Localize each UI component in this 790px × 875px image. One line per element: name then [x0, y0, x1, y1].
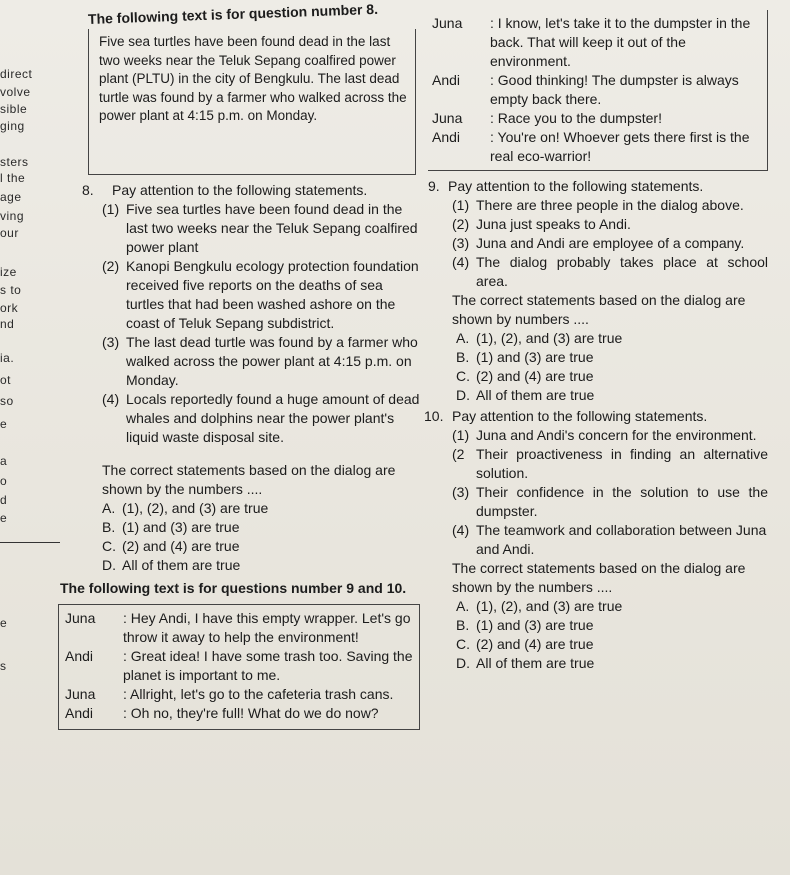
statement-text: Juna and Andi's concern for the environment. [476, 427, 757, 443]
question-number: 9. [428, 178, 440, 194]
answer-option-b[interactable] [78, 518, 422, 537]
option-letter: B. [102, 519, 116, 535]
statement-text: The last dead turtle was found by a farmer who walked across the power plant at 4:15 p.m. on Monday. [126, 334, 418, 388]
cut-off-margin-text [0, 0, 60, 673]
margin-fragment: ia. [0, 351, 15, 365]
answer-option-d[interactable] [78, 556, 422, 575]
question-prompt: The correct statements based on the dialog are shown by numbers .... [452, 292, 746, 327]
answer-option-c[interactable] [452, 635, 768, 654]
question-number: 8. [82, 182, 94, 198]
speaker-name: Andi [65, 648, 94, 664]
statement-number: (2 [452, 446, 465, 462]
statement-item [452, 234, 768, 253]
statement-text: Their proactiveness in finding an alternative solution. [476, 446, 768, 481]
answer-option-b[interactable] [452, 616, 768, 635]
margin-fragment: so [0, 394, 14, 408]
statement-text: The teamwork and collaboration between Juna and Andi. [476, 522, 767, 557]
speaker-name: Andi [65, 705, 94, 721]
answer-option-c[interactable] [78, 537, 422, 556]
question-8 [78, 181, 422, 200]
margin-fragment: volve [0, 85, 31, 99]
margin-fragment: direct [0, 67, 33, 81]
option-text: (1), (2), and (3) are true [122, 500, 269, 516]
margin-fragment: ork [0, 301, 19, 315]
margin-fragment: a [0, 454, 8, 468]
option-text: All of them are true [476, 387, 595, 403]
option-letter: D. [456, 387, 470, 403]
statement-item [452, 196, 768, 215]
statement-number: (3) [452, 235, 470, 251]
dialog-text: : Great idea! I have some trash too. Saving the planet is important to me. [123, 648, 413, 683]
margin-fragment: o [0, 474, 8, 488]
option-text: (1), (2), and (3) are true [476, 330, 623, 346]
option-letter: C. [456, 368, 470, 384]
margin-fragment: our [0, 226, 19, 240]
question-stem: Pay attention to the following statements. [452, 408, 708, 424]
dialog-heading: The following text is for questions number 9 and 10. [60, 580, 407, 596]
option-letter: B. [456, 349, 470, 365]
answer-option-d[interactable] [452, 386, 768, 405]
statement-text: Their confidence in the solution to use the dumpster. [476, 484, 768, 519]
dialog-text: : You're on! Whoever gets there first is the real eco-warrior! [490, 129, 750, 164]
statement-number: (3) [102, 334, 120, 350]
dialog-line [65, 704, 415, 723]
dialog-line [65, 609, 415, 647]
statement-item [78, 200, 422, 257]
answer-option-c[interactable] [452, 367, 768, 386]
statement-number: (2) [452, 216, 470, 232]
option-letter: D. [456, 655, 470, 671]
dialog-continuation-box [428, 10, 768, 171]
statement-item [452, 253, 768, 291]
question-10-options [428, 597, 768, 673]
statement-number: (4) [452, 522, 470, 538]
question-stem: Pay attention to the following statements. [448, 178, 704, 194]
statement-item [452, 445, 768, 483]
right-column [424, 10, 768, 673]
statement-number: (4) [452, 254, 470, 270]
dialog-box [58, 604, 420, 730]
option-letter: B. [456, 617, 470, 633]
dialog-text: : Race you to the dumpster! [490, 110, 662, 126]
answer-option-a[interactable] [78, 499, 422, 518]
option-letter: A. [456, 330, 470, 346]
answer-option-a[interactable] [452, 329, 768, 348]
margin-fragment: sible [0, 102, 28, 116]
option-text: (1) and (3) are true [122, 519, 240, 535]
speaker-name: Juna [432, 15, 463, 31]
question-10-statements [428, 426, 768, 559]
option-letter: C. [102, 538, 116, 554]
statement-text: Juna and Andi are employee of a company. [476, 235, 745, 251]
margin-fragment: nd [0, 317, 15, 331]
margin-fragment: s to [0, 283, 22, 297]
dialog-line [432, 14, 761, 71]
question-number: 10. [424, 408, 444, 424]
intro-passage-box [88, 29, 416, 175]
statement-text: Juna just speaks to Andi. [476, 216, 631, 232]
statement-item [452, 426, 768, 445]
margin-fragment: e [0, 511, 8, 525]
margin-fragment: ize [0, 265, 17, 279]
margin-fragment: ot [0, 373, 12, 387]
answer-option-d[interactable] [452, 654, 768, 673]
question-stem: Pay attention to the following statements. [112, 182, 368, 198]
intro-passage: Five sea turtles have been found dead in the last two weeks near the Teluk Sepang coalfired power plant (PLTU) in the city of Bengkulu. The last dead turtle was found by a farmer who walked across the power plant at 4:15 p.m. on Monday. [99, 34, 407, 123]
speaker-name: Andi [432, 129, 461, 145]
option-letter: A. [456, 598, 470, 614]
margin-fragment: sters [0, 155, 29, 169]
dialog-text: : Good thinking! The dumpster is always empty back there. [490, 72, 739, 107]
question-8-statements [78, 200, 422, 575]
speaker-name: Juna [65, 610, 96, 626]
option-letter: C. [456, 636, 470, 652]
statement-item [78, 333, 422, 390]
statement-number: (1) [102, 201, 120, 217]
question-9-statements [428, 196, 768, 291]
dialog-line [65, 647, 415, 685]
margin-fragment: ving [0, 209, 25, 223]
dialog-line [432, 71, 761, 109]
dialog-text: : I know, let's take it to the dumpster in the back. That will keep it out of the environment. [490, 15, 751, 69]
statement-item [452, 215, 768, 234]
margin-divider [0, 542, 60, 543]
margin-fragment: l the [0, 171, 26, 185]
question-9 [428, 177, 768, 196]
answer-option-b[interactable] [452, 348, 768, 367]
question-9-options [428, 329, 768, 405]
statement-number: (1) [452, 427, 470, 443]
statement-text: Locals reportedly found a huge amount of dead whales and dolphins near the power plant's liquid waste disposal site. [126, 391, 420, 445]
speaker-name: Juna [65, 686, 96, 702]
margin-fragment: d [0, 493, 8, 507]
statement-item [78, 257, 422, 333]
statement-number: (4) [102, 391, 120, 407]
statement-text: Kanopi Bengkulu ecology protection foundation received five reports on the deaths of sea turtles that had been washed ashore on the coast of Teluk Sepang subdistrict. [126, 258, 419, 331]
margin-fragment: s [0, 659, 7, 673]
statement-text: Five sea turtles have been found dead in the last two weeks near the Teluk Sepang coalfired power plant [126, 201, 418, 255]
question-10 [424, 407, 768, 426]
option-letter: D. [102, 557, 116, 573]
dialog-line [432, 109, 761, 128]
margin-fragment: e [0, 417, 8, 431]
speaker-name: Juna [432, 110, 463, 126]
option-text: All of them are true [122, 557, 241, 573]
option-text: (2) and (4) are true [476, 368, 594, 384]
option-text: (1) and (3) are true [476, 349, 594, 365]
margin-fragment: age [0, 190, 22, 204]
statement-number: (1) [452, 197, 470, 213]
speaker-name: Andi [432, 72, 461, 88]
statement-number: (3) [452, 484, 470, 500]
answer-option-a[interactable] [452, 597, 768, 616]
dialog-line [65, 685, 415, 704]
dialog-text: : Hey Andi, I have this empty wrapper. Let's go throw it away to help the environment! [123, 610, 411, 645]
statement-item [452, 483, 768, 521]
statement-text: The dialog probably takes place at school area. [476, 254, 768, 289]
option-text: All of them are true [476, 655, 595, 671]
left-column [60, 0, 422, 730]
question-prompt: The correct statements based on the dialog are shown by the numbers .... [102, 462, 396, 497]
dialog-text: : Oh no, they're full! What do we do now? [123, 705, 379, 721]
statement-text: There are three people in the dialog above. [476, 197, 744, 213]
dialog-text: : Allright, let's go to the cafeteria trash cans. [123, 686, 394, 702]
statement-item [452, 521, 768, 559]
option-text: (2) and (4) are true [476, 636, 594, 652]
option-text: (2) and (4) are true [122, 538, 240, 554]
question-prompt: The correct statements based on the dialog are shown by the numbers .... [452, 560, 746, 595]
option-text: (1) and (3) are true [476, 617, 594, 633]
intro-heading: The following text is for question number 8. [87, 0, 379, 27]
option-letter: A. [102, 500, 116, 516]
statement-item [78, 390, 422, 447]
margin-fragment: ging [0, 119, 25, 133]
statement-number: (2) [102, 258, 120, 274]
margin-fragment: e [0, 616, 8, 630]
dialog-line [432, 128, 761, 166]
option-text: (1), (2), and (3) are true [476, 598, 623, 614]
